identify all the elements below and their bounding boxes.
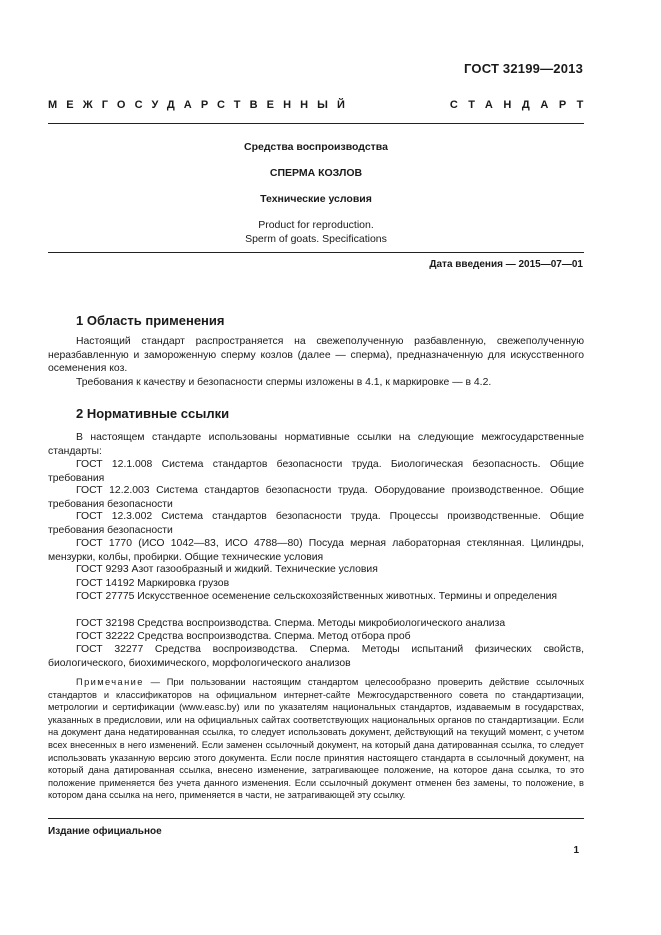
doc-title-line-3: Технические условия [260, 193, 372, 205]
standard-type-left: МЕЖГОСУДАРСТВЕННЫЙ [48, 99, 355, 111]
section-2-intro: В настоящем стандарте использованы нормативные ссылки на следующие межгосударственные стандарты: [48, 432, 584, 457]
gost-number: ГОСТ 32199—2013 [464, 61, 583, 76]
english-title-line-1: Product for reproduction. [258, 219, 374, 231]
reference-item: ГОСТ 12.2.003 Система стандартов безопасности труда. Оборудование производственное. Общие требования безопасности [48, 485, 584, 510]
doc-title-line-2: СПЕРМА КОЗЛОВ [269, 167, 363, 179]
section-2-heading: 2 Нормативные ссылки [76, 406, 230, 421]
section-1-heading: 1 Область применения [76, 313, 225, 328]
reference-item: ГОСТ 27775 Искусственное осеменение сельскохозяйственных животных. Термины и определения [76, 591, 558, 602]
reference-item: ГОСТ 1770 (ИСО 1042—83, ИСО 4788—80) Посуда мерная лабораторная стеклянная. Цилиндры, мензурки, колбы, пробирки. Общие технические условия [48, 538, 584, 563]
header-divider [48, 123, 584, 124]
reference-item: ГОСТ 14192 Маркировка грузов [76, 578, 230, 589]
page-number: 1 [573, 845, 579, 856]
english-title-line-2: Sperm of goats. Specifications [245, 233, 387, 245]
reference-item: ГОСТ 32277 Средства воспроизводства. Сперма. Методы испытаний физических свойств, биологического, биохимического, морфологического анализов [48, 644, 584, 669]
section-1-paragraph-2: Требования к качеству и безопасности спермы изложены в 4.1, к маркировке — в 4.2. [76, 377, 492, 388]
reference-item: ГОСТ 12.3.002 Система стандартов безопасности труда. Процессы производственные. Общие требования безопасности [48, 511, 584, 536]
effective-date: Дата введения — 2015—07—01 [429, 259, 583, 270]
standard-type-right: СТАНДАРТ [449, 99, 594, 111]
section-1-paragraph-1: Настоящий стандарт распространяется на свежеполученную разбавленную, свежеполученную неразбавленную и замороженную сперму козлов (далее — сперма), предназначенную для искусственного осеменения коз. [48, 336, 584, 375]
reference-item: ГОСТ 32222 Средства воспроизводства. Сперма. Метод отбора проб [76, 631, 411, 642]
reference-item: ГОСТ 32198 Средства воспроизводства. Сперма. Методы микробиологического анализа [76, 618, 506, 629]
title-divider [48, 252, 584, 253]
edition-label: Издание официальное [48, 826, 162, 837]
doc-title-line-1: Средства воспроизводства [244, 141, 388, 153]
footer-divider [48, 818, 584, 819]
note-text: — При пользовании настоящим стандартом целесообразно проверить действие ссылочных стандартов и классификаторов на официальном интернет-сайте Межгосударственного совета по стандартизации, метрологии и сертификации (www.easc.by) или по указателям национальных стандартов, издаваемым в государствах, указанных в предисловии, или на официальных сайтах соответствующих национальных органов по стандартизации. Если на документ дана недатированная ссылка, то следует использовать документ, действующий на текущий момент, с учетом всех внесенных в него изменений. Если заменен ссылочный документ, на который дана датированная ссылка, то следует использовать указанную версию этого документа. Если после принятия настоящего стандарта в ссылочный документ, на который дана датированная ссылка, внесено изменение, затрагивающее положение, на которое дана ссылка, то это положение применяется без учета данного изменения. Если ссылочный документ отменен без замены, то положение, в котором дана ссылка на него, применяется в части, не затрагивающей эту ссылку. [48, 677, 584, 801]
doc-title-english [48, 218, 584, 246]
reference-item: ГОСТ 9293 Азот газообразный и жидкий. Технические условия [76, 564, 378, 575]
standard-type-line [48, 99, 594, 111]
note-label: Примечание [76, 677, 144, 687]
references-note [48, 676, 584, 802]
reference-item: ГОСТ 12.1.008 Система стандартов безопасности труда. Биологическая безопасность. Общие требования [48, 459, 584, 484]
